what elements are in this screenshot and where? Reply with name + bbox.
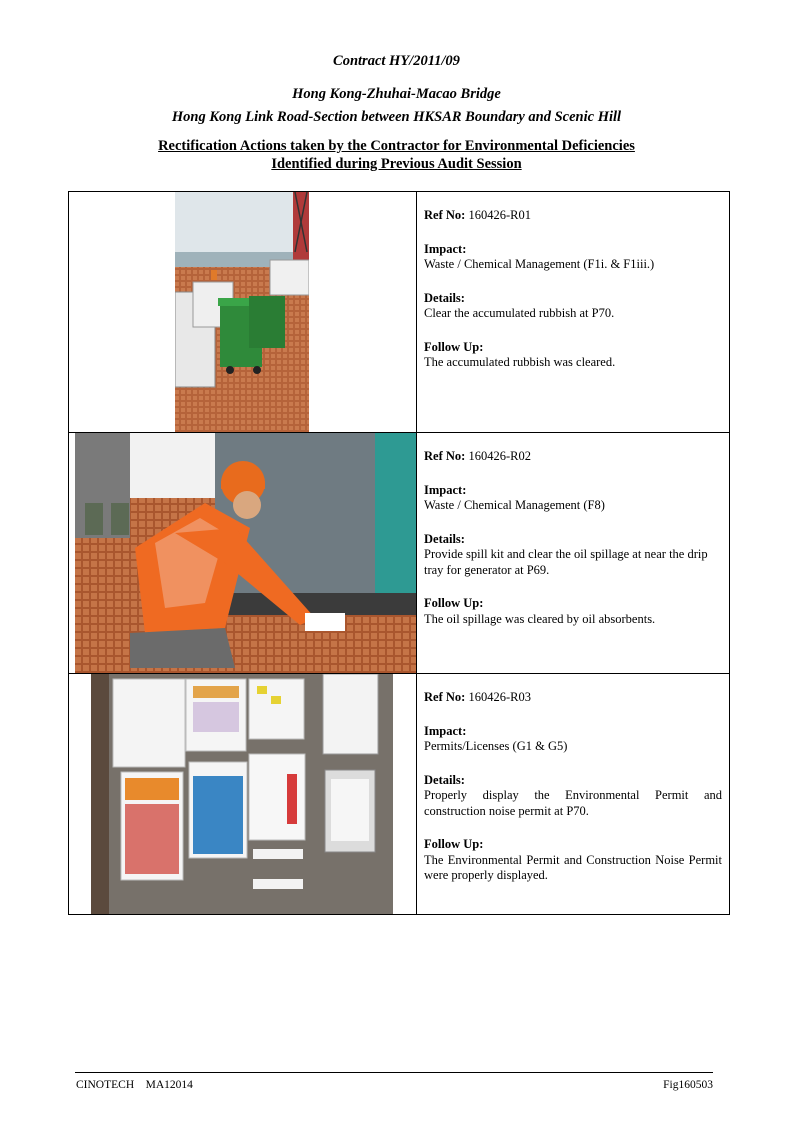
follow-up-text: The accumulated rubbish was cleared. (424, 355, 616, 369)
table-row (69, 433, 730, 674)
photo-cell (69, 192, 417, 433)
site-photo-oil-spill (75, 433, 416, 673)
follow-up-label: Follow Up: (424, 837, 484, 851)
site-photo-rubbish (175, 192, 309, 432)
photo-cell (69, 674, 417, 915)
table-row (69, 192, 730, 433)
rectification-table (68, 191, 730, 915)
text-cell (417, 433, 730, 674)
impact-text: Waste / Chemical Management (F1i. & F1iii.) (424, 257, 655, 271)
text-cell (417, 192, 730, 433)
impact-label: Impact: (424, 723, 467, 738)
project-title: Hong Kong-Zhuhai-Macao Bridge (292, 86, 501, 102)
text-cell (417, 674, 730, 915)
follow-up-label: Follow Up: (424, 596, 484, 610)
footer-company: CINOTECH MA12014 (76, 1079, 193, 1091)
impact-label: Impact: (424, 241, 467, 256)
site-photo-permits (91, 674, 393, 914)
ref-label: Ref No: (424, 208, 466, 222)
impact-text: Waste / Chemical Management (F8) (424, 498, 605, 512)
document-subheading: Identified during Previous Audit Session (271, 156, 522, 172)
details-text: Clear the accumulated rubbish at P70. (424, 306, 615, 320)
details-text: Provide spill kit and clear the oil spillage at near the drip tray for generator at P69. (424, 547, 708, 577)
ref-number: 160426-R03 (468, 690, 531, 704)
footer-figure-number: Fig160503 (663, 1079, 713, 1091)
ref-label: Ref No: (424, 449, 466, 463)
ref-number: 160426-R02 (468, 449, 531, 463)
details-label: Details: (424, 531, 465, 546)
impact-label: Impact: (424, 482, 467, 497)
follow-up-text: The Environmental Permit and Construction Noise Permit were properly displayed. (424, 852, 722, 882)
table-row (69, 674, 730, 915)
ref-label: Ref No: (424, 690, 466, 704)
ref-number: 160426-R01 (468, 208, 531, 222)
follow-up-label: Follow Up: (424, 339, 484, 354)
contract-title: Contract HY/2011/09 (333, 53, 460, 69)
follow-up-text: The oil spillage was cleared by oil absorbents. (424, 611, 656, 626)
footer-divider (75, 1072, 713, 1073)
photo-cell (69, 433, 417, 674)
impact-text: Permits/Licenses (G1 & G5) (424, 739, 568, 753)
details-label: Details: (424, 772, 465, 787)
details-text: Properly display the Environmental Permit and construction noise permit at P70. (424, 788, 722, 818)
document-heading: Rectification Actions taken by the Contractor for Environmental Deficiencies (158, 138, 635, 154)
details-label: Details: (424, 290, 465, 305)
project-subtitle: Hong Kong Link Road-Section between HKSAR Boundary and Scenic Hill (171, 109, 622, 125)
